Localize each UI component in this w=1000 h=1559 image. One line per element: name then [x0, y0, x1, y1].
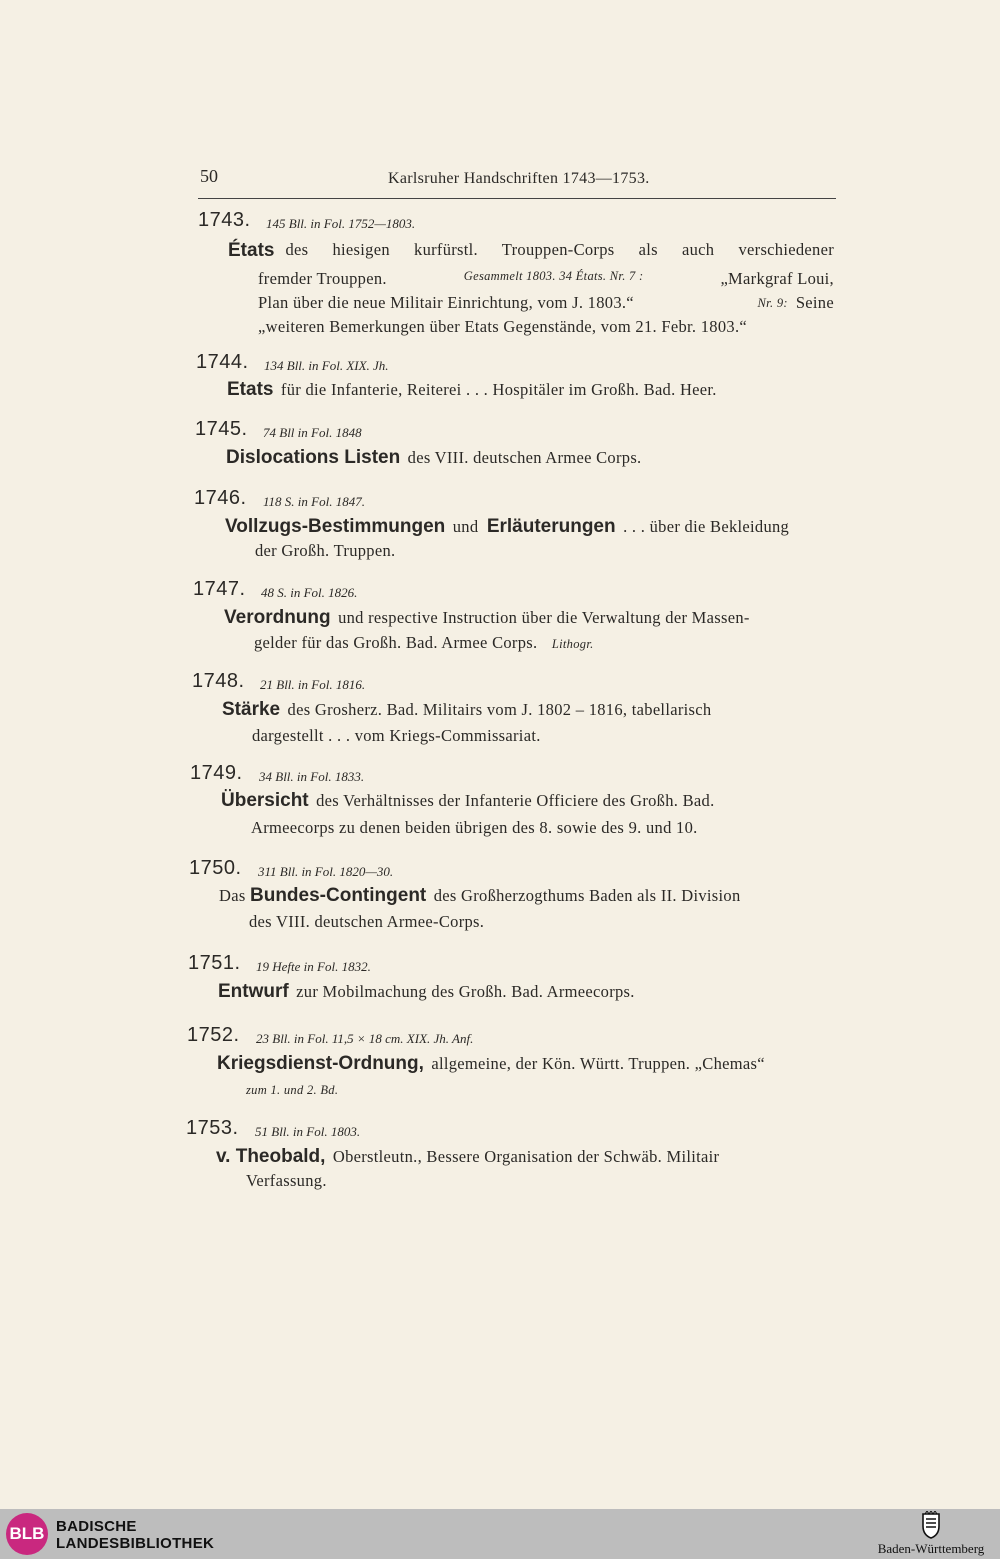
- page-header: [198, 164, 836, 199]
- entry-text: Das: [219, 886, 246, 905]
- entry-number: 1753.: [186, 1117, 239, 1139]
- entry-note: Lithogr.: [551, 637, 594, 651]
- entry-keyword: États: [228, 240, 275, 261]
- entry-keyword: Vollzugs-Bestimmungen: [225, 516, 446, 537]
- entry-meta: 311 Bll. in Fol. 1820—30.: [258, 864, 394, 879]
- running-title: Karlsruher Handschriften 1743—1753.: [388, 170, 650, 187]
- entry-line: [217, 1053, 765, 1075]
- entry-number: 1745.: [195, 418, 248, 440]
- entry-line: [251, 818, 698, 838]
- entry-meta: 19 Hefte in Fol. 1832.: [256, 959, 371, 974]
- entry-line: [258, 317, 747, 337]
- entry-meta: 34 Bll. in Fol. 1833.: [259, 769, 365, 784]
- blb-logo[interactable]: BLB: [6, 1513, 48, 1555]
- entry-line: [222, 699, 711, 721]
- entry-number: 1751.: [188, 952, 241, 974]
- entry-text: „weiteren Bemerkungen über Etats Gegenstände, vom 21. Febr. 1803.“: [258, 317, 747, 336]
- entry-text: des VIII. deutschen Armee-Corps.: [249, 912, 485, 931]
- library-footer-bar: [0, 1509, 1000, 1559]
- entry-line: [254, 633, 594, 653]
- entry-line: [246, 1079, 338, 1099]
- entry-text: und respective Instruction über die Verwaltung der Massen-: [338, 608, 750, 627]
- entry-text: . . . über die Bekleidung: [623, 517, 790, 536]
- library-name[interactable]: [56, 1518, 214, 1552]
- entry-line: [258, 269, 834, 289]
- entry-number: 1746.: [194, 487, 247, 509]
- entry-number: 1747.: [193, 578, 246, 600]
- entry-keyword: Stärke: [222, 699, 281, 720]
- library-name-line1: BADISCHE: [56, 1518, 137, 1535]
- entry-line: [252, 726, 541, 746]
- entry-text: für die Infanterie, Reiterei . . . Hospitäler im Großh. Bad. Heer.: [280, 380, 717, 399]
- entry-line: [221, 790, 715, 812]
- entry-keyword: Kriegsdienst-Ordnung,: [217, 1053, 424, 1074]
- entry-text: zur Mobilmachung des Großh. Bad. Armeecorps.: [296, 982, 635, 1001]
- entry-keyword: Übersicht: [221, 790, 309, 811]
- entry-text: gelder für das Großh. Bad. Armee Corps.: [254, 633, 538, 652]
- entry-text: der Großh. Truppen.: [255, 541, 396, 560]
- entry-line: [225, 516, 789, 538]
- entry-meta: 48 S. in Fol. 1826.: [261, 585, 358, 600]
- entry-number: 1748.: [192, 670, 245, 692]
- entry-line: [219, 885, 741, 907]
- entry-keyword: Bundes-Contingent: [250, 885, 427, 906]
- entry-meta: 51 Bll. in Fol. 1803.: [255, 1124, 361, 1139]
- entry-number: 1744.: [196, 351, 249, 373]
- entry-text: Armeecorps zu denen beiden übrigen des 8. sowie des 9. und 10.: [251, 818, 698, 837]
- entry-text-tail: „Markgraf Loui,: [720, 269, 834, 288]
- entry-text: des Großherzogthums Baden als II. Division: [433, 886, 741, 905]
- entry-meta: 118 S. in Fol. 1847.: [263, 494, 365, 509]
- entry-number: 1743.: [198, 209, 251, 231]
- entry-line: [258, 293, 834, 313]
- entry-text: des Verhältnisses der Infanterie Officiere des Großh. Bad.: [316, 791, 715, 810]
- entry-text: fremder Trouppen.: [258, 269, 387, 288]
- library-name-line2: LANDESBIBLIOTHEK: [56, 1535, 215, 1552]
- entry-line: [226, 447, 641, 469]
- entry-line: [224, 607, 750, 629]
- coat-of-arms-icon: [920, 1511, 942, 1539]
- state-name: Baden-Württemberg: [877, 1541, 985, 1556]
- entry-line: [228, 240, 834, 262]
- entry-keyword: Dislocations Listen: [226, 447, 401, 468]
- entry-text: des hiesigen kurfürstl. Trouppen-Corps als auch verschiedener: [285, 240, 834, 259]
- entry-text: und: [452, 517, 479, 536]
- entry-text: des VIII. deutschen Armee Corps.: [407, 448, 642, 467]
- entry-text: des Grosherz. Bad. Militairs vom J. 1802 – 1816, tabellarisch: [287, 700, 712, 719]
- entry-line: [246, 1171, 327, 1191]
- entry-meta: 74 Bll in Fol. 1848: [263, 425, 362, 440]
- entry-meta: 145 Bll. in Fol. 1752—1803.: [266, 216, 416, 231]
- entry-text: Plan über die neue Militair Einrichtung, vom J. 1803.“: [258, 293, 634, 312]
- baden-wuerttemberg-logo[interactable]: [866, 1509, 996, 1559]
- entry-number: 1750.: [189, 857, 242, 879]
- entry-line: [216, 1146, 719, 1168]
- entry-line: [227, 379, 717, 401]
- page-number: 50: [200, 166, 218, 186]
- entry-keyword: Etats: [227, 379, 274, 400]
- entry-number: 1749.: [190, 762, 243, 784]
- entry-line: [255, 541, 395, 561]
- entry-note: Gesammelt 1803. 34 États. Nr. 7 :: [463, 269, 644, 283]
- entry-note: Nr. 9:: [757, 296, 788, 310]
- entry-text: dargestellt . . . vom Kriegs-Commissariat.: [252, 726, 541, 745]
- entry-text: Verfassung.: [246, 1171, 327, 1190]
- entry-text: Oberstleutn., Bessere Organisation der Schwäb. Militair: [332, 1147, 720, 1166]
- entry-text-tail: Seine: [795, 293, 834, 312]
- entry-number: 1752.: [187, 1024, 240, 1046]
- entry-meta: 23 Bll. in Fol. 11,5 × 18 cm. XIX. Jh. Anf.: [256, 1031, 474, 1046]
- entry-keyword: Verordnung: [224, 607, 331, 628]
- entry-keyword-secondary: Erläuterungen: [486, 516, 616, 537]
- entry-meta: 21 Bll. in Fol. 1816.: [260, 677, 366, 692]
- entry-note: zum 1. und 2. Bd.: [246, 1083, 339, 1097]
- entry-line: [249, 912, 484, 932]
- entry-text: allgemeine, der Kön. Württ. Truppen. „Chemas“: [431, 1054, 765, 1073]
- entry-meta: 134 Bll. in Fol. XIX. Jh.: [264, 358, 389, 373]
- entry-keyword: v. Theobald,: [216, 1146, 326, 1167]
- entry-keyword: Entwurf: [218, 981, 289, 1002]
- entry-line: [218, 981, 635, 1003]
